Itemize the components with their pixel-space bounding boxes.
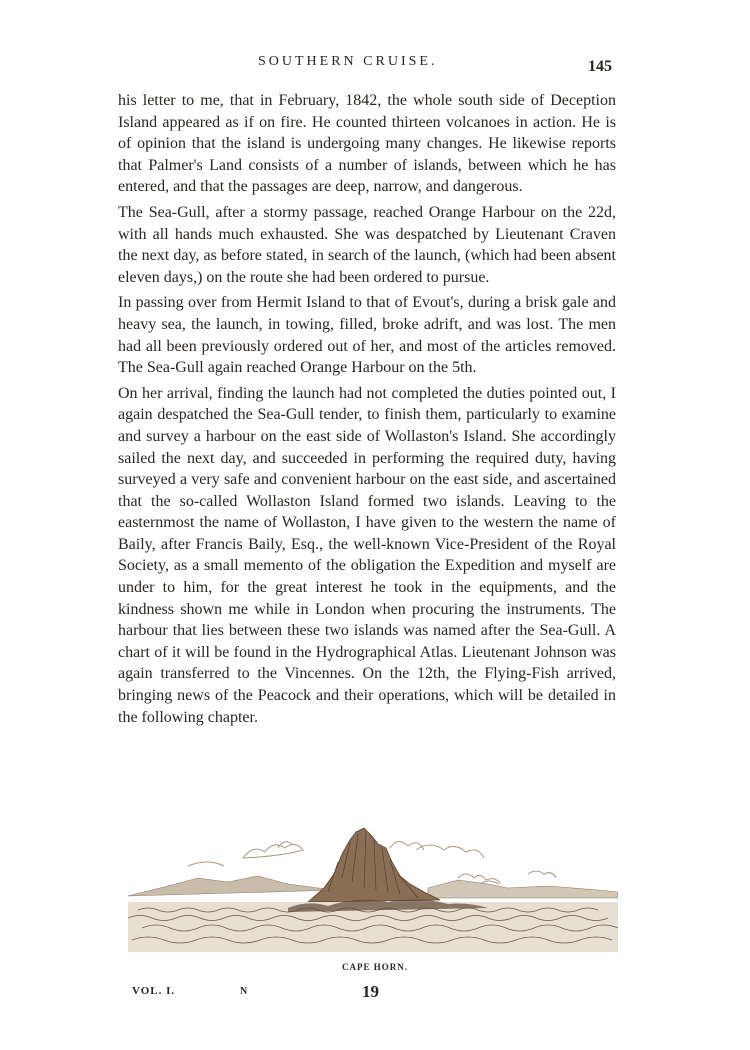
paragraph-4: On her arrival, finding the launch had not completed the duties pointed out, I again despatched the Sea-Gull tender, to finish them, particularly to examine and survey a harbour on the east side of Wollaston's Island. She accordingly sailed the next day, and succeeded in performing the required duty, having surveyed a very safe and convenient harbour on the east side, and ascertained that the so-called Wollaston Island formed two islands. Leaving to the easternmost the name of Wollaston, I have given to the western the name of Baily, after Francis Baily, Esq., the well-known Vice-President of the Royal Society, as a small memento of the obligation the Expedition and myself are under to him, for the great interest he took in the equipments, and the kindness shown me while in London when procuring the instruments. The harbour that lies between these two islands was named after the Sea-Gull. A chart of it will be found in the Hydrographical Atlas. Lieutenant Johnson was again transferred to the Vincennes. On the 12th, the Flying-Fish arrived, bringing news of the Peacock and their operations, which will be detailed in the following chapter. [118, 384, 616, 726]
distant-hills-left [128, 876, 338, 896]
distant-hills-right [428, 880, 618, 898]
paragraph-1: his letter to me, that in February, 1842, the whole south side of Deception Island appeared as if on fire. He counted thirteen volcanoes in action. He is of opinion that the island is undergoing many changes. He likewise reports that Palmer's Land consists of a number of islands, between which he has entered, and that the passages are deep, narrow, and dangerous. [118, 92, 616, 196]
paragraph-3: In passing over from Hermit Island to that of Evout's, during a brisk gale and heavy sea, the launch, in towing, filled, broke adrift, and was lost. The men had all been previously ordered out of her, and most of the articles removed. The Sea-Gull again reached Orange Harbour on the 5th. [118, 294, 616, 377]
cape-horn-engraving [128, 818, 618, 953]
body-text [118, 90, 616, 728]
page-number: 145 [588, 58, 612, 75]
running-head: SOUTHERN CRUISE. [258, 54, 438, 69]
signature-letter: N [240, 986, 248, 997]
illustration-caption: CAPE HORN. [342, 962, 408, 972]
footer-volume: VOL. I. [132, 985, 176, 997]
paragraph-2: The Sea-Gull, after a stormy passage, reached Orange Harbour on the 22d, with all hands much exhausted. She was despatched by Lieutenant Craven the next day, as before stated, in search of the launch, (which had been absent eleven days,) on the route she had been ordered to pursue. [118, 203, 616, 286]
cape-horn-peak [308, 828, 440, 902]
signature-number: 19 [362, 982, 379, 1001]
